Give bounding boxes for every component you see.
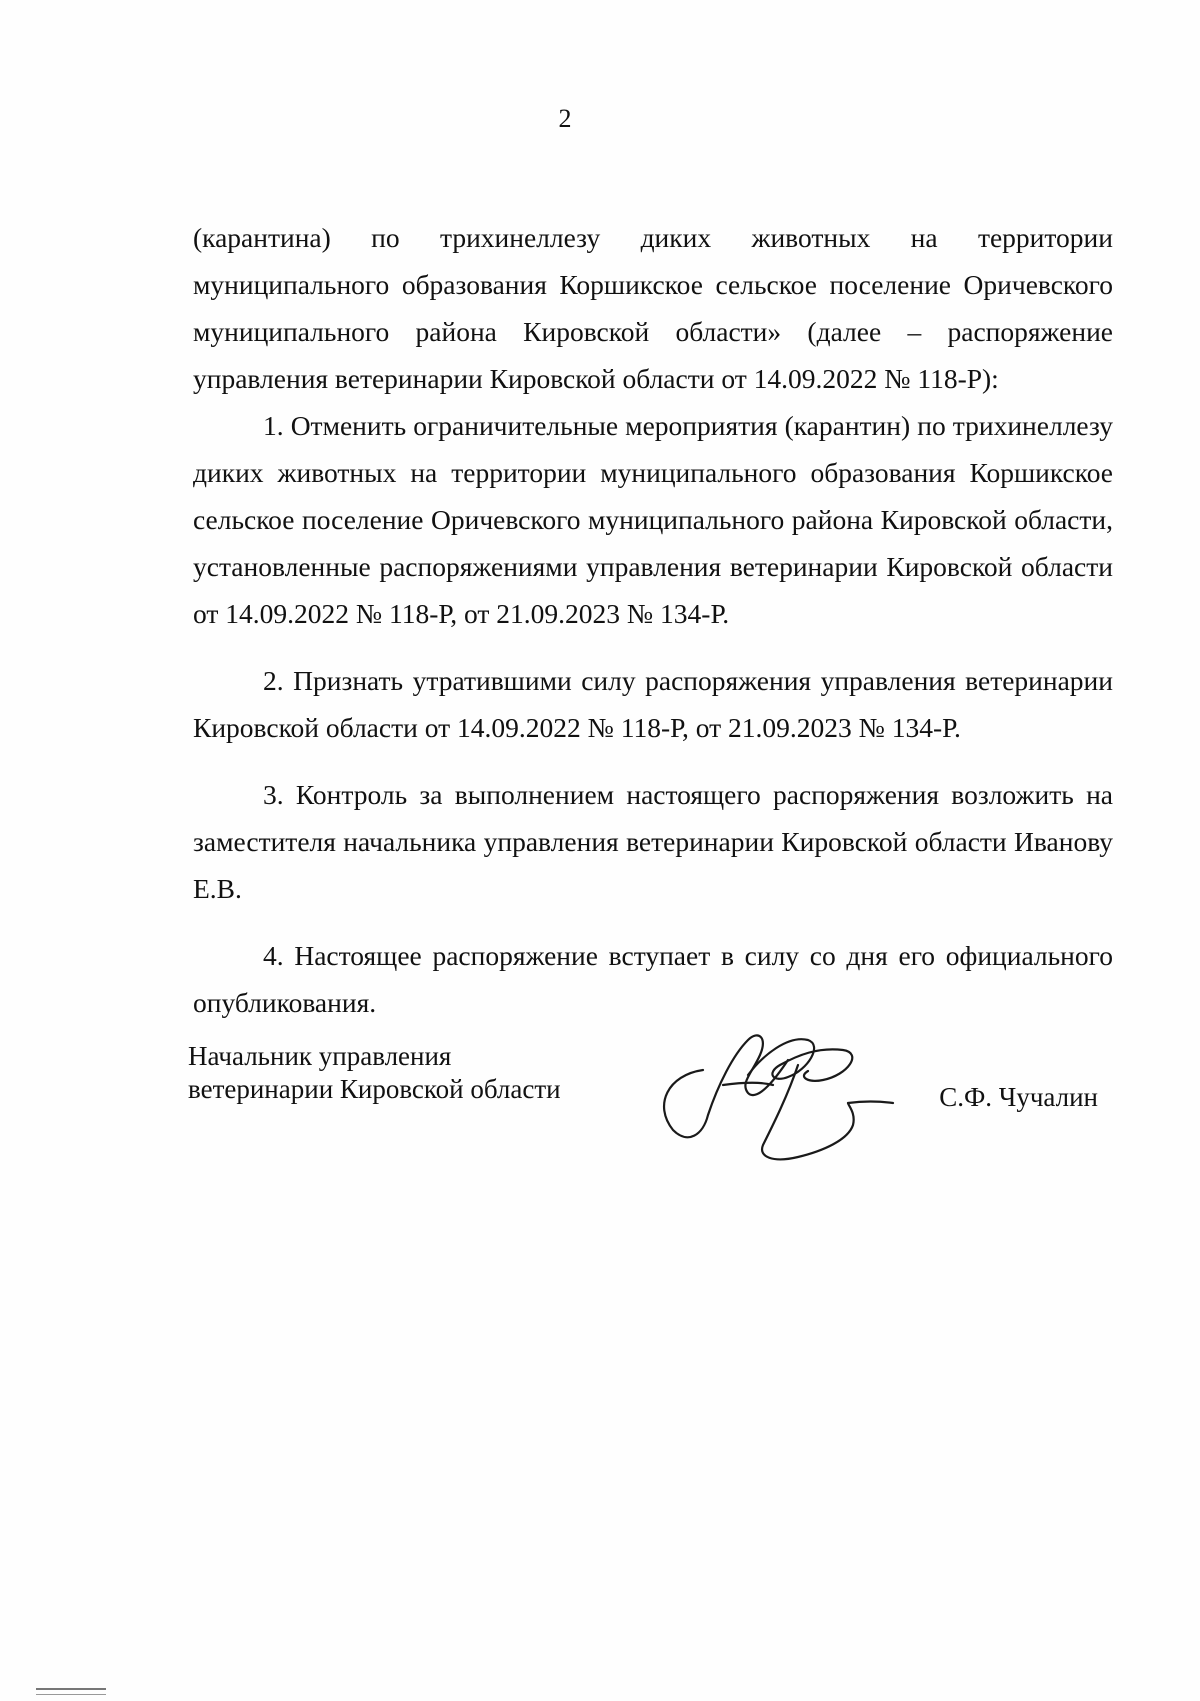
scan-edge-mark [36,1688,106,1695]
signatory-title [188,1040,561,1106]
paragraph-3: 3. Контроль за выполнением настоящего распоряжения возложить на заместителя начальника управления ветеринарии Кировской области Иванову Е.В. [193,779,1113,904]
document-body [193,214,1113,1046]
paragraph-4: 4. Настоящее распоряжение вступает в силу со дня его официального опубликования. [193,940,1113,1018]
signatory-name: С.Ф. Чучалин [939,1082,1098,1112]
signatory-title-line-1: Начальник управления [188,1041,452,1071]
signature-block [188,1040,1128,1180]
signatory-title-line-2: ветеринарии Кировской области [188,1074,561,1104]
paragraph-1: 1. Отменить ограничительные мероприятия (карантин) по трихинеллезу диких животных на территории муниципального образования Коршикское сельское поселение Оричевского муниципального района Кировской области, установленные распоряжениями управления ветеринарии Кировской области от 14.09.2022 № 118-Р, от 21.09.2023 № 134-Р. [193,410,1113,629]
handwritten-signature [648,1015,928,1175]
intro-paragraph: (карантина) по трихинеллезу диких животных на территории муниципального образования Коршикское сельское поселение Оричевского муниципального района Кировской области» (далее – распоряжение управления ветеринарии Кировской области от 14.09.2022 № 118-Р): [193,222,1113,394]
page-number: 2 [558,104,572,133]
paragraph-2: 2. Признать утратившими силу распоряжения управления ветеринарии Кировской области от 14.09.2022 № 118-Р, от 21.09.2023 № 134-Р. [193,665,1113,743]
